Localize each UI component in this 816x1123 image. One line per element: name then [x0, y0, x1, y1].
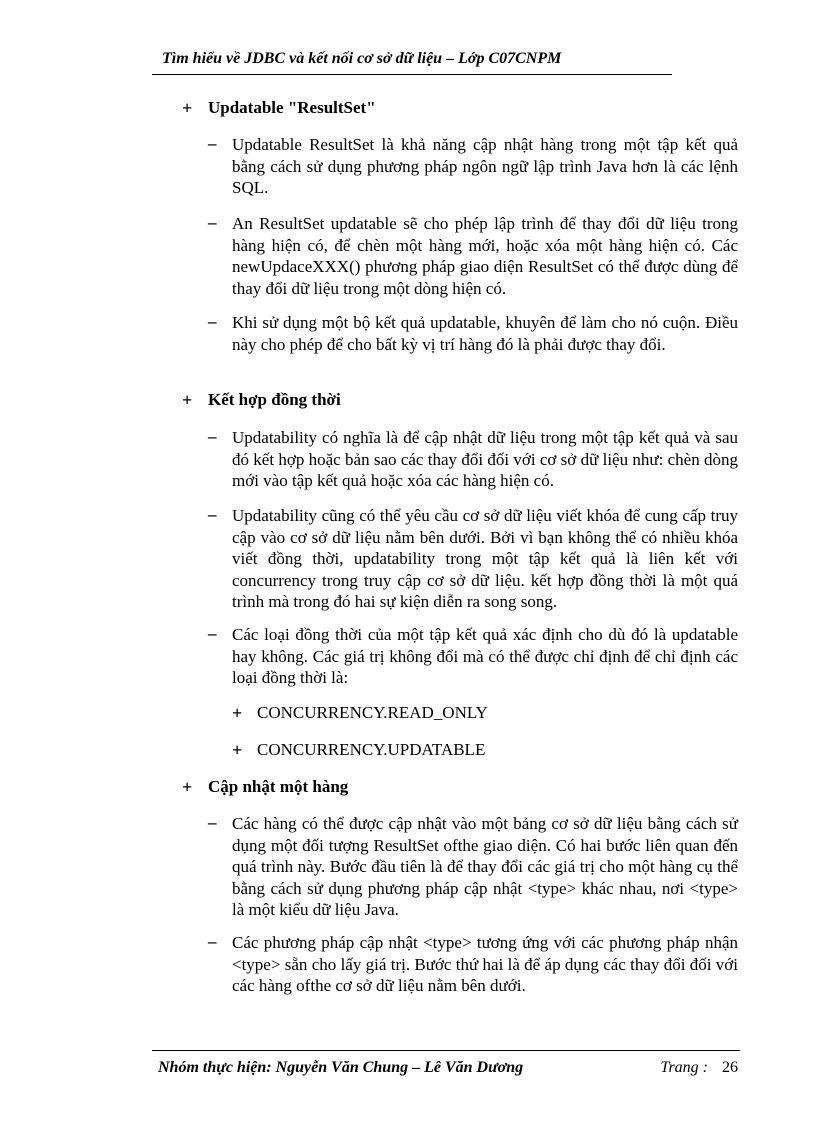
- dash-bullet-icon: –: [208, 932, 217, 951]
- paragraph: Updatability có nghĩa là để cập nhật dữ liệu trong một tập kết quả và sau đó kết hợp hoặc bản sao các thay đổi đối với cơ sở dữ liệu như: chèn dòng mới vào tập kết quả hoặc xóa các hàng hiện có.: [232, 428, 738, 490]
- dash-bullet-icon: –: [208, 505, 217, 524]
- page-header: [152, 48, 672, 75]
- section-title: Cập nhật một hàng: [208, 777, 349, 796]
- paragraph: Khi sử dụng một bộ kết quả updatable, khuyên để làm cho nó cuộn. Điều này cho phép để cho bất kỳ vị trí hàng đó là phải được thay đổi.: [232, 313, 738, 354]
- section-title: Kết hợp đồng thời: [208, 390, 341, 409]
- paragraph: Updatable ResultSet là khả năng cập nhật hàng trong một tập kết quả bằng cách sử dụng phương pháp ngôn ngữ lập trình Java hơn là các lệnh SQL.: [232, 135, 738, 197]
- paragraph: Các phương pháp cập nhật <type> tương ứng với các phương pháp nhận <type> sẵn cho lấy giá trị. Bước thứ hai là để áp dụng các thay đổi đối với các hàng ofthe cơ sở dữ liệu nằm bên dưới.: [232, 933, 738, 995]
- plus-bullet-icon: +: [182, 777, 193, 797]
- page-info: [660, 1059, 738, 1077]
- footer-authors: Nhóm thực hiện: Nguyễn Văn Chung – Lê Văn Dương: [158, 1059, 524, 1076]
- header-title: Tìm hiểu về JDBC và kết nối cơ sở dữ liệu – Lớp C07CNPM: [162, 50, 562, 67]
- dash-bullet-icon: –: [208, 813, 217, 832]
- list-item: CONCURRENCY.UPDATABLE: [257, 740, 486, 759]
- dash-bullet-icon: –: [208, 427, 217, 446]
- dash-bullet-icon: –: [208, 213, 217, 232]
- plus-bullet-icon: +: [232, 740, 243, 760]
- plus-bullet-icon: +: [182, 390, 193, 410]
- page-label: Trang :: [660, 1059, 708, 1076]
- plus-bullet-icon: +: [232, 703, 243, 723]
- plus-bullet-icon: +: [182, 98, 193, 118]
- page-number: 26: [722, 1059, 738, 1076]
- list-item: CONCURRENCY.READ_ONLY: [257, 703, 488, 722]
- page-footer: [152, 1050, 740, 1081]
- paragraph: Các loại đồng thời của một tập kết quả xác định cho dù đó là updatable hay không. Các giá trị không đổi mà có thể được chỉ định để chỉ định các loại đồng thời là:: [232, 625, 738, 687]
- paragraph: Updatability cũng có thể yêu cầu cơ sở dữ liệu viết khóa để cung cấp truy cập vào cơ sở dữ liệu nằm bên dưới. Bởi vì bạn không thể có nhiều khóa viết đồng thời, updatability trong một tập kết quả là liên kết với concurrency trong truy cập cơ sở dữ liệu. kết hợp đồng thời là một quá trình mà trong đó hai sự kiện diễn ra song song.: [232, 506, 738, 611]
- section-title: Updatable "ResultSet": [208, 98, 376, 117]
- paragraph: An ResultSet updatable sẽ cho phép lập trình để thay đổi dữ liệu trong hàng hiện có, để chèn một hàng mới, hoặc xóa một hàng hiện có. Các newUpdaceXXX() phương pháp giao diện ResultSet có thể được dùng để thay đổi dữ liệu trong một dòng hiện có.: [232, 214, 738, 298]
- dash-bullet-icon: –: [208, 312, 217, 331]
- dash-bullet-icon: –: [208, 624, 217, 643]
- paragraph: Các hàng có thể được cập nhật vào một bảng cơ sở dữ liệu bằng cách sử dụng một đối tượng ResultSet ofthe giao diện. Có hai bước liên quan đến quá trình này. Bước đầu tiên là để thay đổi các giá trị cho một hàng cụ thể bằng cách sử dụng phương pháp cập nhật <type> khác nhau, nơi <type> là một kiểu dữ liệu Java.: [232, 814, 738, 919]
- dash-bullet-icon: –: [208, 134, 217, 153]
